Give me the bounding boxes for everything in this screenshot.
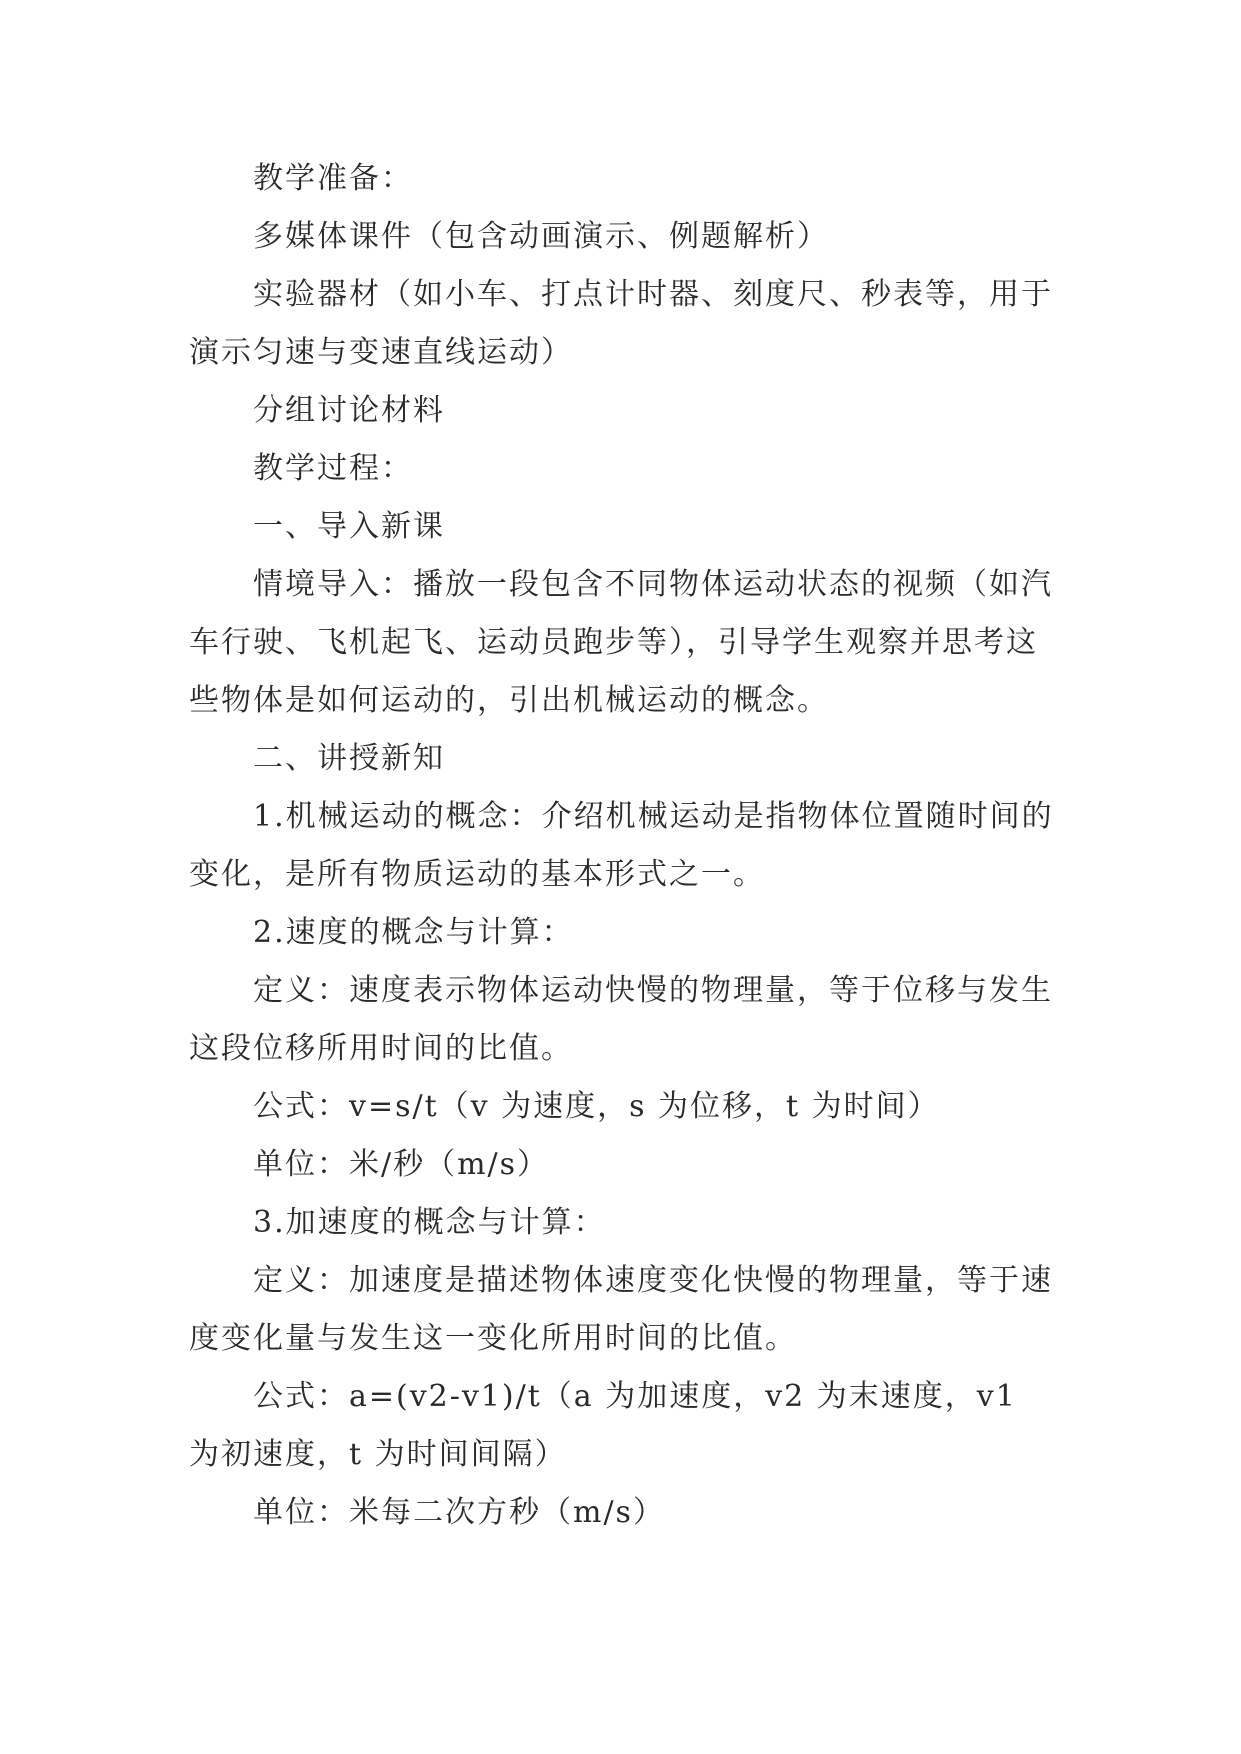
prep-item-multimedia: 多媒体课件（包含动画演示、例题解析） <box>253 219 829 254</box>
acceleration-formula: 公式：a=(v2-v1)/t（a 为加速度，v2 为末速度，v1 为初速度，t 为时间间隔） <box>189 1379 1017 1472</box>
prep-item-equipment: 实验器材（如小车、打点计时器、刻度尺、秒表等，用于演示匀速与变速直线运动） <box>189 277 1053 370</box>
section-heading-new-knowledge: 二、讲授新知 <box>253 741 445 776</box>
section-heading-intro: 一、导入新课 <box>253 509 445 544</box>
acceleration-definition: 定义：加速度是描述物体速度变化快慢的物理量，等于速度变化量与发生这一变化所用时间的比值。 <box>189 1263 1053 1356</box>
speed-formula: 公式：v=s/t（v 为速度，s 为位移，t 为时间） <box>253 1089 940 1124</box>
acceleration-unit: 单位：米每二次方秒（m/s） <box>253 1495 665 1530</box>
heading-teaching-process: 教学过程： <box>253 451 413 486</box>
heading-teaching-preparation: 教学准备： <box>253 161 413 196</box>
speed-definition: 定义：速度表示物体运动快慢的物理量，等于位移与发生这段位移所用时间的比值。 <box>189 973 1053 1066</box>
document-page <box>189 150 1055 1542</box>
prep-item-discussion: 分组讨论材料 <box>253 393 445 428</box>
acceleration-heading: 3.加速度的概念与计算： <box>253 1205 606 1240</box>
speed-unit: 单位：米/秒（m/s） <box>253 1147 550 1182</box>
intro-paragraph: 情境导入：播放一段包含不同物体运动状态的视频（如汽车行驶、飞机起飞、运动员跑步等），引导学生观察并思考这些物体是如何运动的，引出机械运动的概念。 <box>189 567 1053 718</box>
speed-heading: 2.速度的概念与计算： <box>253 915 574 950</box>
mechanical-motion-paragraph: 1.机械运动的概念：介绍机械运动是指物体位置随时间的变化，是所有物质运动的基本形式之一。 <box>189 799 1054 892</box>
